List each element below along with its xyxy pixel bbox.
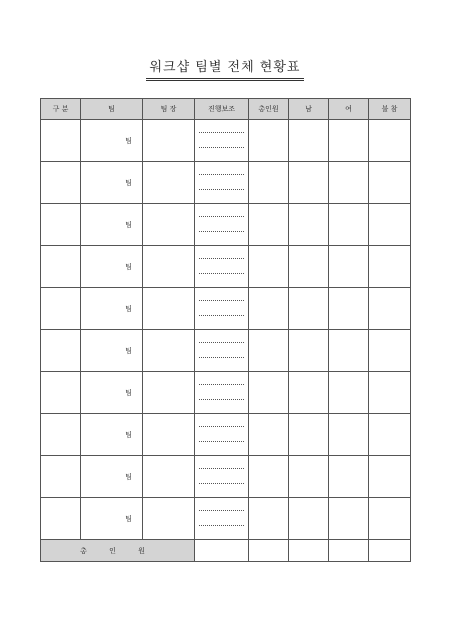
male-cell[interactable]: [289, 288, 329, 330]
leader-cell[interactable]: [143, 372, 195, 414]
absent-cell[interactable]: [369, 414, 411, 456]
male-cell[interactable]: [289, 372, 329, 414]
dotted-entry-line: [199, 468, 244, 469]
team-cell[interactable]: [81, 498, 143, 540]
female-cell[interactable]: [329, 246, 369, 288]
assistant-cell[interactable]: [195, 288, 249, 330]
total-male-cell[interactable]: [289, 540, 329, 562]
dotted-entry-line: [199, 216, 244, 217]
leader-cell[interactable]: [143, 204, 195, 246]
team-cell[interactable]: [81, 120, 143, 162]
team-suffix-label: 팀: [125, 262, 132, 271]
dotted-entry-line: [199, 147, 244, 148]
total-cell[interactable]: [249, 330, 289, 372]
team-suffix-label: 팀: [125, 136, 132, 145]
absent-cell[interactable]: [369, 330, 411, 372]
male-cell[interactable]: [289, 162, 329, 204]
dotted-entry-line: [199, 399, 244, 400]
dotted-entry-line: [199, 510, 244, 511]
team-cell[interactable]: [81, 330, 143, 372]
header-male: 남: [289, 99, 329, 120]
team-suffix-label: 팀: [125, 220, 132, 229]
team-suffix-label: 팀: [125, 346, 132, 355]
category-cell[interactable]: [41, 120, 81, 162]
absent-cell[interactable]: [369, 162, 411, 204]
table-row: [41, 372, 411, 414]
leader-cell[interactable]: [143, 288, 195, 330]
absent-cell[interactable]: [369, 204, 411, 246]
leader-cell[interactable]: [143, 162, 195, 204]
table-row: [41, 498, 411, 540]
team-cell[interactable]: [81, 372, 143, 414]
female-cell[interactable]: [329, 162, 369, 204]
header-row: [41, 99, 411, 120]
leader-cell[interactable]: [143, 498, 195, 540]
table-row: [41, 456, 411, 498]
total-cell[interactable]: [249, 204, 289, 246]
total-label: 총 인 원: [41, 540, 195, 562]
table-row: [41, 204, 411, 246]
assistant-cell[interactable]: [195, 372, 249, 414]
leader-cell[interactable]: [143, 414, 195, 456]
total-count-cell[interactable]: [249, 540, 289, 562]
absent-cell[interactable]: [369, 498, 411, 540]
team-cell[interactable]: [81, 246, 143, 288]
table-row: [41, 246, 411, 288]
absent-cell[interactable]: [369, 120, 411, 162]
category-cell[interactable]: [41, 498, 81, 540]
category-cell[interactable]: [41, 162, 81, 204]
team-suffix-label: 팀: [125, 178, 132, 187]
male-cell[interactable]: [289, 120, 329, 162]
team-cell[interactable]: [81, 456, 143, 498]
absent-cell[interactable]: [369, 288, 411, 330]
category-cell[interactable]: [41, 414, 81, 456]
dotted-entry-line: [199, 483, 244, 484]
assistant-cell[interactable]: [195, 330, 249, 372]
male-cell[interactable]: [289, 204, 329, 246]
header-category: 구 분: [41, 99, 81, 120]
category-cell[interactable]: [41, 330, 81, 372]
dotted-entry-line: [199, 426, 244, 427]
assistant-cell[interactable]: [195, 120, 249, 162]
assistant-cell[interactable]: [195, 456, 249, 498]
team-cell[interactable]: [81, 162, 143, 204]
team-cell[interactable]: [81, 288, 143, 330]
total-assistant-cell[interactable]: [195, 540, 249, 562]
dotted-entry-line: [199, 273, 244, 274]
header-absent: 불 참: [369, 99, 411, 120]
dotted-entry-line: [199, 189, 244, 190]
total-cell[interactable]: [249, 246, 289, 288]
total-row: [41, 540, 411, 562]
assistant-cell[interactable]: [195, 162, 249, 204]
male-cell[interactable]: [289, 330, 329, 372]
table-row: [41, 330, 411, 372]
assistant-cell[interactable]: [195, 204, 249, 246]
total-female-cell[interactable]: [329, 540, 369, 562]
total-cell[interactable]: [249, 372, 289, 414]
female-cell[interactable]: [329, 330, 369, 372]
female-cell[interactable]: [329, 288, 369, 330]
team-suffix-label: 팀: [125, 472, 132, 481]
table-row: [41, 162, 411, 204]
female-cell[interactable]: [329, 372, 369, 414]
dotted-entry-line: [199, 357, 244, 358]
female-cell[interactable]: [329, 456, 369, 498]
absent-cell[interactable]: [369, 372, 411, 414]
header-team: 팀: [81, 99, 143, 120]
category-cell[interactable]: [41, 372, 81, 414]
header-total: 총인원: [249, 99, 289, 120]
category-cell[interactable]: [41, 456, 81, 498]
female-cell[interactable]: [329, 414, 369, 456]
team-suffix-label: 팀: [125, 388, 132, 397]
total-cell[interactable]: [249, 498, 289, 540]
table-row: [41, 288, 411, 330]
male-cell[interactable]: [289, 414, 329, 456]
team-suffix-label: 팀: [125, 514, 132, 523]
dotted-entry-line: [199, 525, 244, 526]
total-absent-cell[interactable]: [369, 540, 411, 562]
male-cell[interactable]: [289, 246, 329, 288]
female-cell[interactable]: [329, 204, 369, 246]
total-cell[interactable]: [249, 162, 289, 204]
assistant-cell[interactable]: [195, 498, 249, 540]
status-table: [40, 98, 411, 562]
leader-cell[interactable]: [143, 246, 195, 288]
dotted-entry-line: [199, 384, 244, 385]
team-cell[interactable]: [81, 414, 143, 456]
team-cell[interactable]: [81, 204, 143, 246]
category-cell[interactable]: [41, 246, 81, 288]
assistant-cell[interactable]: [195, 414, 249, 456]
title-wrap: [0, 56, 450, 81]
category-cell[interactable]: [41, 288, 81, 330]
absent-cell[interactable]: [369, 246, 411, 288]
team-suffix-label: 팀: [125, 430, 132, 439]
table-row: [41, 120, 411, 162]
dotted-entry-line: [199, 174, 244, 175]
total-cell[interactable]: [249, 456, 289, 498]
team-suffix-label: 팀: [125, 304, 132, 313]
female-cell[interactable]: [329, 120, 369, 162]
document-title: 워크샵 팀별 전체 현황표: [146, 56, 305, 81]
table-body: [41, 120, 411, 562]
male-cell[interactable]: [289, 498, 329, 540]
dotted-entry-line: [199, 441, 244, 442]
total-cell[interactable]: [249, 288, 289, 330]
header-leader: 팀 장: [143, 99, 195, 120]
leader-cell[interactable]: [143, 330, 195, 372]
table-row: [41, 414, 411, 456]
dotted-entry-line: [199, 132, 244, 133]
dotted-entry-line: [199, 258, 244, 259]
header-assistant: 진행보조: [195, 99, 249, 120]
leader-cell[interactable]: [143, 456, 195, 498]
assistant-cell[interactable]: [195, 246, 249, 288]
total-cell[interactable]: [249, 120, 289, 162]
female-cell[interactable]: [329, 498, 369, 540]
category-cell[interactable]: [41, 204, 81, 246]
header-female: 여: [329, 99, 369, 120]
total-cell[interactable]: [249, 414, 289, 456]
absent-cell[interactable]: [369, 456, 411, 498]
male-cell[interactable]: [289, 456, 329, 498]
dotted-entry-line: [199, 315, 244, 316]
dotted-entry-line: [199, 300, 244, 301]
leader-cell[interactable]: [143, 120, 195, 162]
dotted-entry-line: [199, 231, 244, 232]
dotted-entry-line: [199, 342, 244, 343]
